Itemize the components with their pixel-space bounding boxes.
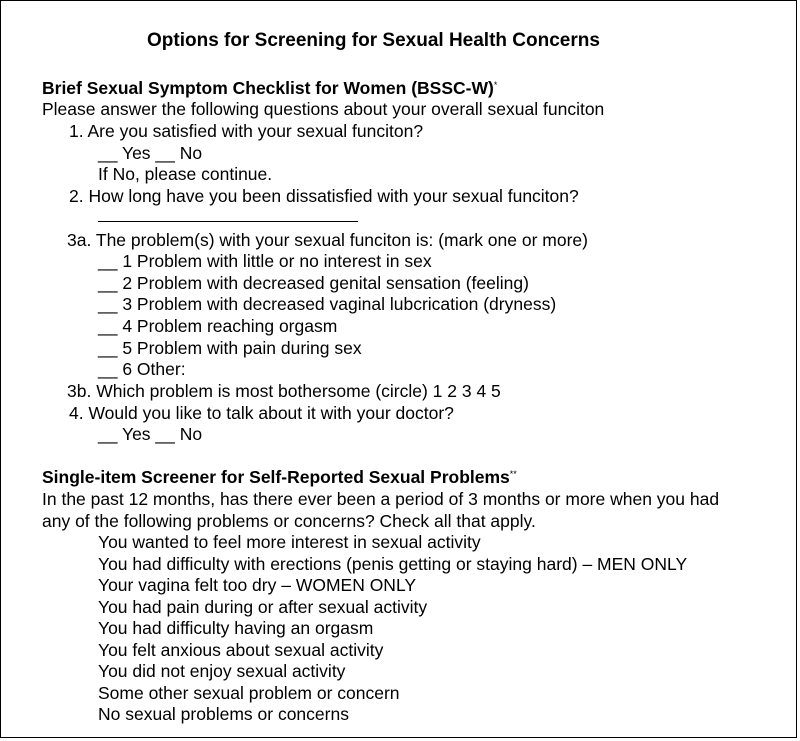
q3a-option: __ 2 Problem with decreased genital sensation (feeling) <box>98 273 529 293</box>
screener-heading <box>42 467 517 488</box>
screener-item: You had pain during or after sexual activity <box>98 597 428 617</box>
screener-intro-line1: In the past 12 months, has there ever been a period of 3 months or more when you had <box>42 489 720 509</box>
q3a-option: __ 1 Problem with little or no interest in sex <box>98 251 432 271</box>
q3a-option: __ 5 Problem with pain during sex <box>98 338 362 358</box>
bssc-heading-text: Brief Sexual Symptom Checklist for Women (BSSC-W) <box>42 78 494 98</box>
screener-item: You wanted to feel more interest in sexual activity <box>98 532 481 552</box>
q3a-option: __ 4 Problem reaching orgasm <box>98 316 338 336</box>
screener-footnote-mark: ** <box>509 469 517 479</box>
screener-item: Some other sexual problem or concern <box>98 683 400 703</box>
question-2: 2. How long have you been dissatisfied with your sexual funciton? <box>69 186 579 206</box>
question-1: 1. Are you satisfied with your sexual funciton? <box>69 121 424 141</box>
bssc-footnote-mark: * <box>493 80 498 90</box>
screener-item: No sexual problems or concerns <box>98 704 349 724</box>
q3a-option: __ 6 Other: <box>98 359 186 379</box>
screener-item: Your vagina felt too dry – WOMEN ONLY <box>98 575 417 595</box>
screener-item: You felt anxious about sexual activity <box>98 640 384 660</box>
question-4-options: __ Yes __ No <box>98 424 203 444</box>
bssc-intro: Please answer the following questions about your overall sexual funciton <box>42 99 605 119</box>
bssc-heading <box>42 78 497 99</box>
page-title: Options for Screening for Sexual Health Concerns <box>147 30 600 51</box>
question-1-note: If No, please continue. <box>98 164 273 184</box>
question-4: 4. Would you like to talk about it with your doctor? <box>69 403 454 423</box>
question-3b: 3b. Which problem is most bothersome (circle) 1 2 3 4 5 <box>67 381 501 401</box>
question-2-answer-blank <box>98 204 358 227</box>
screener-item: You had difficulty having an orgasm <box>98 618 374 638</box>
question-3a: 3a. The problem(s) with your sexual funciton is: (mark one or more) <box>67 230 588 250</box>
question-1-options: __ Yes __ No <box>98 143 203 163</box>
screener-intro-line2: any of the following problems or concerns? Check all that apply. <box>42 511 536 531</box>
q3a-option: __ 3 Problem with decreased vaginal lubcrication (dryness) <box>98 294 557 314</box>
screener-item: You did not enjoy sexual activity <box>98 661 346 681</box>
screener-heading-text: Single-item Screener for Self-Reported Sexual Problems <box>42 467 510 487</box>
screener-item: You had difficulty with erections (penis getting or staying hard) – MEN ONLY <box>98 554 688 574</box>
